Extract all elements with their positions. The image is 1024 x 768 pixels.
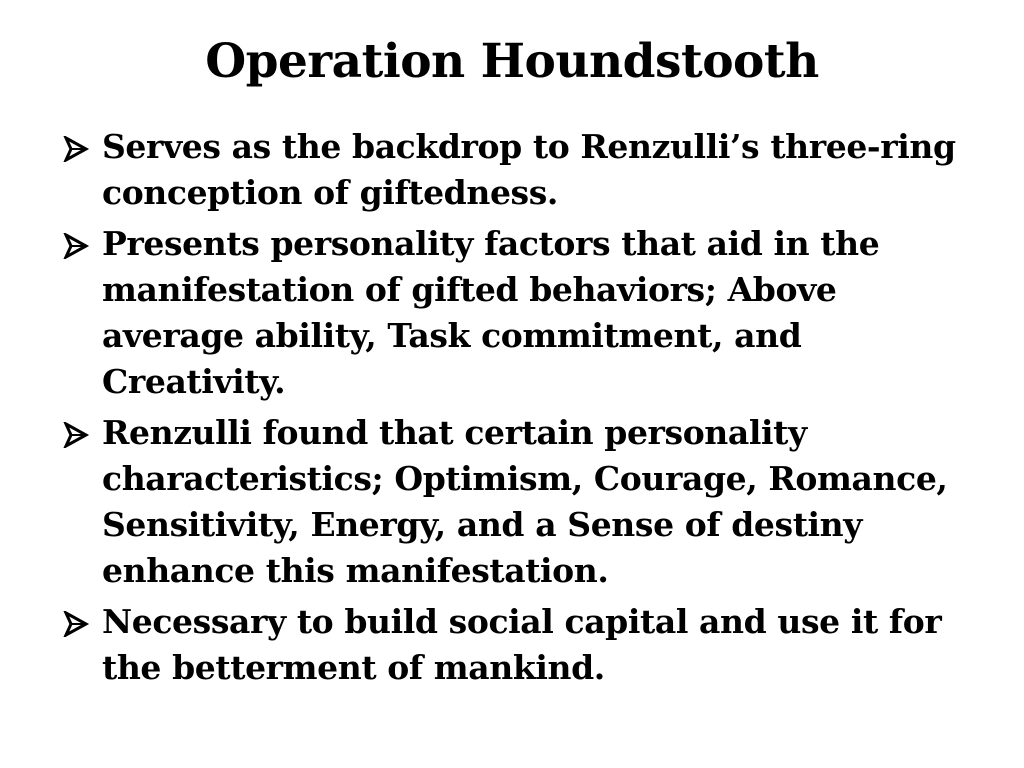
bullet-item — [62, 124, 962, 216]
bullet-item — [62, 599, 962, 691]
arrow-chevron-icon — [62, 233, 92, 259]
bullet-text: Serves as the backdrop to Renzulli’s three-ring conception of giftedness. — [102, 127, 956, 212]
bullet-text: Renzulli found that certain personality characteristics; Optimism, Courage, Romance, Sensitivity, Energy, and a Sense of destiny enhance this manifestation. — [102, 413, 948, 590]
arrow-chevron-icon — [62, 611, 92, 637]
bullet-item — [62, 221, 962, 405]
arrow-chevron-icon — [62, 136, 92, 162]
bullet-list — [62, 124, 962, 691]
bullet-item — [62, 410, 962, 594]
slide-title: Operation Houndstooth — [205, 34, 819, 89]
bullet-text: Presents personality factors that aid in the manifestation of gifted behaviors; Above average ability, Task commitment, and Creativity. — [102, 224, 880, 401]
arrow-chevron-icon — [62, 422, 92, 448]
bullet-text: Necessary to build social capital and use it for the betterment of mankind. — [102, 602, 942, 687]
